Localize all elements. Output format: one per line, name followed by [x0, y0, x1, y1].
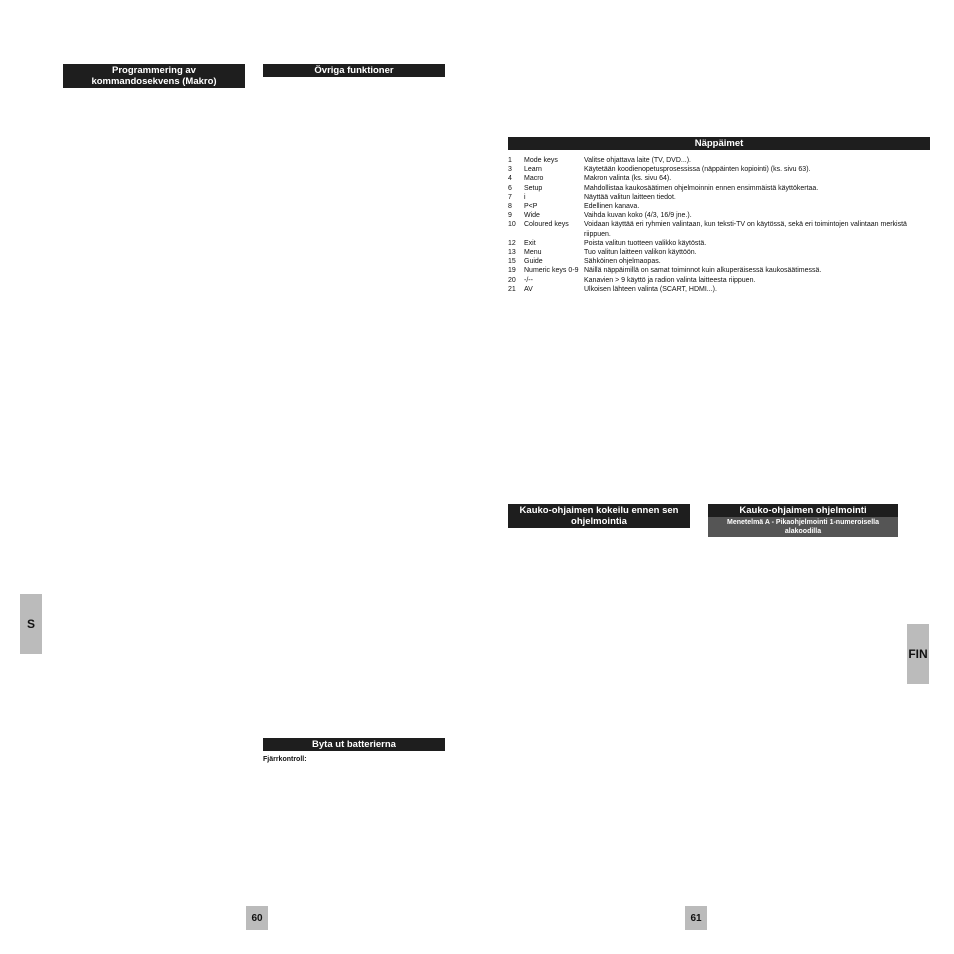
key-name: Setup	[524, 184, 543, 192]
key-row	[508, 202, 930, 211]
key-description: Käytetään koodienopetusprosessissa (näppäinten kopiointi) (ks. sivu 63).	[584, 166, 811, 174]
keys-header: Näppäimet	[508, 137, 930, 150]
test-column	[508, 504, 690, 528]
key-description: Voidaan käyttää eri ryhmien valintaan, kun teksti-TV on käytössä, sekä eri toimintojen valintaan merkistä riippuen.	[584, 221, 907, 238]
key-number: 9	[508, 212, 512, 220]
battery-sub: Fjärrkontroll:	[263, 756, 307, 763]
key-number: 21	[508, 285, 516, 293]
key-description: Vaihda kuvan koko (4/3, 16/9 jne.).	[584, 212, 692, 220]
key-number: 4	[508, 175, 512, 183]
page-number: 60	[246, 906, 268, 930]
key-row	[508, 193, 930, 202]
programming-sub: Menetelmä A - Pikaohjelmointi 1-numeroisella alakoodilla	[708, 517, 898, 537]
battery-section	[263, 738, 445, 767]
right-page	[477, 0, 954, 954]
key-description: Sähköinen ohjelmaopas.	[584, 258, 661, 266]
key-description: Näillä näppäimillä on samat toiminnot kuin alkuperäisessä kaukosäätimessä.	[584, 267, 822, 275]
key-row	[508, 285, 930, 294]
key-number: 1	[508, 157, 512, 164]
key-number: 6	[508, 184, 512, 192]
key-number: 20	[508, 276, 516, 284]
macro-header: Programmering av kommandosekvens (Makro)	[63, 64, 245, 88]
test-header: Kauko-ohjaimen kokeilu ennen sen ohjelmointia	[508, 504, 690, 528]
key-row	[508, 266, 930, 275]
key-row	[508, 156, 930, 165]
programming-header: Kauko-ohjaimen ohjelmointi	[708, 504, 898, 517]
programming-column	[708, 504, 898, 537]
macro-column	[63, 64, 245, 88]
key-name: Numeric keys 0-9	[524, 267, 579, 275]
key-row	[508, 220, 930, 238]
other-functions-column	[263, 64, 445, 77]
key-row	[508, 248, 930, 257]
key-name: -/--	[524, 276, 533, 284]
page-number: 61	[685, 906, 707, 930]
key-number: 3	[508, 166, 512, 174]
keys-section	[508, 137, 930, 150]
keys-list	[508, 156, 930, 294]
key-description: Ulkoisen lähteen valinta (SCART, HDMI...).	[584, 285, 717, 293]
key-number: 13	[508, 249, 516, 257]
key-name: AV	[524, 285, 533, 293]
key-name: Macro	[524, 175, 544, 183]
key-name: Coloured keys	[524, 221, 569, 229]
key-name: P<P	[524, 203, 538, 211]
key-name: Wide	[524, 212, 540, 220]
key-number: 12	[508, 239, 516, 247]
key-row	[508, 165, 930, 174]
key-description: Valitse ohjattava laite (TV, DVD...).	[584, 157, 691, 164]
key-name: Exit	[524, 239, 536, 247]
key-row	[508, 276, 930, 285]
key-description: Kanavien > 9 käyttö ja radion valinta laitteesta riippuen.	[584, 276, 756, 284]
key-description: Tuo valitun laitteen valikon käyttöön.	[584, 249, 697, 257]
key-row	[508, 257, 930, 266]
key-number: 8	[508, 203, 512, 211]
key-name: Mode keys	[524, 157, 558, 164]
key-row	[508, 211, 930, 220]
other-functions-header: Övriga funktioner	[263, 64, 445, 77]
key-name: Guide	[524, 258, 543, 266]
key-name: Learn	[524, 166, 542, 174]
key-row	[508, 239, 930, 248]
key-number: 7	[508, 193, 512, 201]
key-description: Poista valitun tuotteen valikko käytöstä.	[584, 239, 707, 247]
key-description: Mahdollistaa kaukosäätimen ohjelmoinnin ennen ensimmäistä käyttökertaa.	[584, 184, 819, 192]
key-name: Menu	[524, 249, 542, 257]
key-number: 10	[508, 221, 516, 229]
key-description: Näyttää valitun laitteen tiedot.	[584, 193, 676, 201]
key-number: 15	[508, 258, 516, 266]
key-row	[508, 174, 930, 183]
key-description: Makron valinta (ks. sivu 64).	[584, 175, 672, 183]
battery-header: Byta ut batterierna	[263, 738, 445, 751]
key-description: Edellinen kanava.	[584, 203, 640, 211]
key-name: i	[524, 193, 526, 201]
side-tab: S	[20, 594, 42, 654]
key-number: 19	[508, 267, 516, 275]
side-tab: FIN	[907, 624, 929, 684]
key-row	[508, 184, 930, 193]
